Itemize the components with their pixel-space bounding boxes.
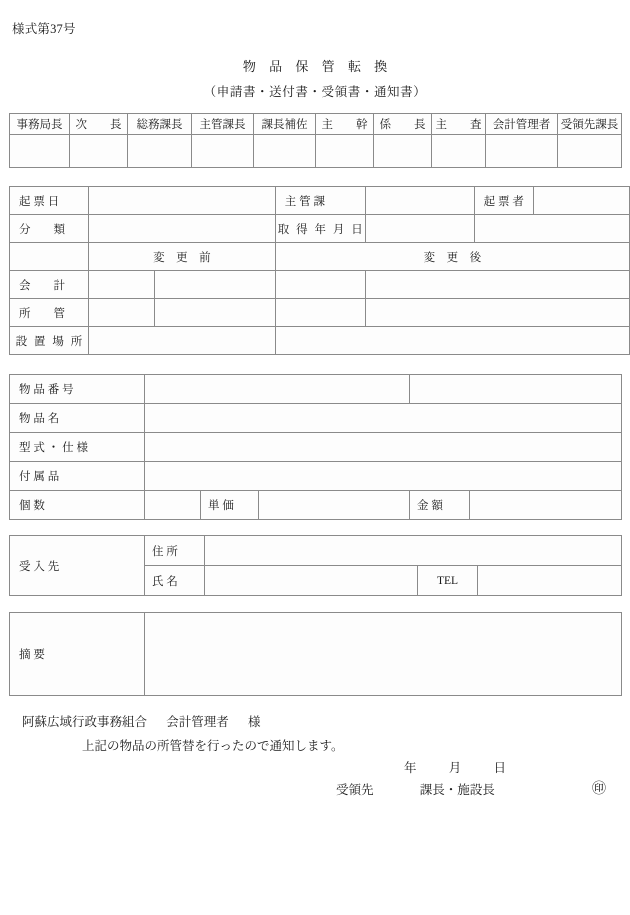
label-kihyoubi: 起 票 日: [10, 187, 89, 215]
label-shutokunengappi: 取 得 年 月 日: [275, 215, 365, 243]
item-row-accessory: [10, 462, 622, 491]
value-shimei[interactable]: [205, 566, 418, 596]
footer-addressee-role: 会計管理者: [166, 715, 229, 729]
approval-header-row: [10, 114, 622, 135]
change-header-before: 変 更 前: [88, 243, 275, 271]
approval-stamp-cell-shusa[interactable]: [432, 135, 486, 168]
label-shukanka: 主 管 課: [275, 187, 365, 215]
info-row-location: [10, 327, 630, 355]
footer-date-day: 日: [493, 761, 507, 775]
approval-stamp-cell-jimukyokucho[interactable]: [10, 135, 70, 168]
label-katashiki-shiyou: 型 式 ・ 仕 様: [10, 433, 145, 462]
remarks-table: [9, 612, 622, 696]
approval-stamp-cell-shukankacho[interactable]: [192, 135, 254, 168]
value-kaikei-after-name[interactable]: [365, 271, 629, 299]
approval-header-jimukyokucho: 事務局長: [10, 114, 70, 135]
footer-addressee-org: 阿蘇広域行政事務組合: [22, 715, 148, 729]
footer-recipient-line: [336, 780, 495, 798]
approval-stamp-cell-jicho[interactable]: [70, 135, 128, 168]
approval-header-kakaricho: 係 長: [374, 114, 432, 135]
value-shokan-after-code[interactable]: [275, 299, 365, 327]
value-buppin-mei[interactable]: [145, 404, 622, 433]
value-katashiki-shiyou[interactable]: [145, 433, 622, 462]
label-tel: TEL: [418, 566, 478, 596]
footer-sentence: 上記の物品の所管替を行ったので通知します。: [82, 739, 344, 753]
footer-recipient-label: 受領先: [336, 783, 374, 797]
item-row-quantity: [10, 491, 622, 520]
label-shimei: 氏 名: [145, 566, 205, 596]
label-shokan: 所 管: [10, 299, 89, 327]
approval-header-kaikeikanrisha: 会計管理者: [486, 114, 558, 135]
label-buppin-mei: 物 品 名: [10, 404, 145, 433]
value-kaikei-after-code[interactable]: [275, 271, 365, 299]
page-subtitle: （申請書・送付書・受領書・通知書）: [203, 85, 427, 99]
value-kaikei-before-name[interactable]: [154, 271, 275, 299]
approval-header-shukankacho: 主管課長: [192, 114, 254, 135]
value-jusho[interactable]: [205, 536, 622, 566]
value-shokan-before-name[interactable]: [154, 299, 275, 327]
value-kihyousha[interactable]: [534, 187, 629, 214]
value-tanka[interactable]: [259, 491, 410, 520]
info-row-jurisdiction: [10, 299, 630, 327]
seal-icon: ㊞: [592, 782, 606, 797]
value-kaikei-before-code[interactable]: [88, 271, 154, 299]
label-kosu: 個 数: [10, 491, 145, 520]
form-number: 様式第37号: [12, 22, 76, 36]
value-shutokunengappi[interactable]: [365, 215, 474, 243]
value-fuzokuhin[interactable]: [145, 462, 622, 491]
label-tanka: 単 価: [201, 491, 259, 520]
item-row-number: [10, 375, 622, 404]
footer-date-year: 年: [404, 761, 417, 775]
footer-recipient-title: 課長・施設長: [419, 783, 495, 797]
remarks-row: [10, 613, 622, 696]
info-row-classification: [10, 215, 630, 243]
info-row-draft-date: [10, 187, 630, 215]
label-fuzokuhin: 付 属 品: [10, 462, 145, 491]
value-shukanka[interactable]: [365, 187, 474, 215]
change-header-after: 変 更 後: [275, 243, 629, 271]
receiver-row-address: [10, 536, 622, 566]
approval-stamp-cell-kakaricho[interactable]: [374, 135, 432, 168]
value-kihyoubi[interactable]: [88, 187, 275, 215]
value-tel[interactable]: [478, 566, 622, 596]
approval-stamp-cell-shukan[interactable]: [316, 135, 374, 168]
approval-stamp-cell-kachohosa[interactable]: [254, 135, 316, 168]
footer-addressee-honorific: 様: [248, 715, 261, 729]
item-row-name: [10, 404, 622, 433]
value-bunrui-extra[interactable]: [474, 215, 629, 243]
label-bunrui: 分 類: [10, 215, 89, 243]
approval-stamp-cell-soumukacho[interactable]: [128, 135, 192, 168]
value-setchibasho-after[interactable]: [275, 327, 629, 355]
approval-header-soumukacho: 総務課長: [128, 114, 192, 135]
title-block: [0, 56, 630, 100]
approval-header-shusa: 主 査: [432, 114, 486, 135]
approval-stamp-table: [9, 113, 622, 168]
approval-header-shukan: 主 幹: [316, 114, 374, 135]
footer-date-line[interactable]: [404, 758, 506, 776]
change-header-spacer: [10, 243, 89, 271]
value-kosu[interactable]: [145, 491, 201, 520]
approval-stamp-cell-juryosakikacho[interactable]: [558, 135, 622, 168]
label-buppin-bango: 物 品 番 号: [10, 375, 145, 404]
receiver-table: [9, 535, 622, 596]
document-info-table: [9, 186, 630, 355]
value-bunrui[interactable]: [88, 215, 275, 243]
approval-header-juryosakikacho: 受領先課長: [558, 114, 622, 135]
approval-header-jicho: 次 長: [70, 114, 128, 135]
info-row-accounting: [10, 271, 630, 299]
approval-stamp-cell-kaikeikanrisha[interactable]: [486, 135, 558, 168]
value-shokan-before-code[interactable]: [88, 299, 154, 327]
value-tekiyo[interactable]: [145, 613, 622, 696]
label-jusho: 住 所: [145, 536, 205, 566]
footer-addressee-line: [22, 712, 261, 730]
label-kihyousha-cell: [474, 187, 629, 215]
info-row-change-headers: [10, 243, 630, 271]
approval-header-kachohosa: 課長補佐: [254, 114, 316, 135]
approval-stamp-row: [10, 135, 622, 168]
value-setchibasho-before[interactable]: [88, 327, 275, 355]
value-buppin-bango-left[interactable]: [145, 375, 410, 404]
label-kihyousha: 起 票 者: [475, 187, 534, 214]
label-kingaku: 金 額: [410, 491, 470, 520]
value-buppin-bango-right[interactable]: [410, 375, 622, 404]
footer-date-month: 月: [448, 761, 462, 775]
label-setchibasho: 設 置 場 所: [10, 327, 89, 355]
label-ukeiresaki: 受 入 先: [10, 536, 145, 596]
label-tekiyo: 摘 要: [10, 613, 145, 696]
page-title: 物 品 保 管 転 換: [242, 59, 393, 74]
value-kingaku[interactable]: [470, 491, 622, 520]
label-kaikei: 会 計: [10, 271, 89, 299]
value-shokan-after-name[interactable]: [365, 299, 629, 327]
item-detail-table: [9, 374, 622, 520]
item-row-model: [10, 433, 622, 462]
